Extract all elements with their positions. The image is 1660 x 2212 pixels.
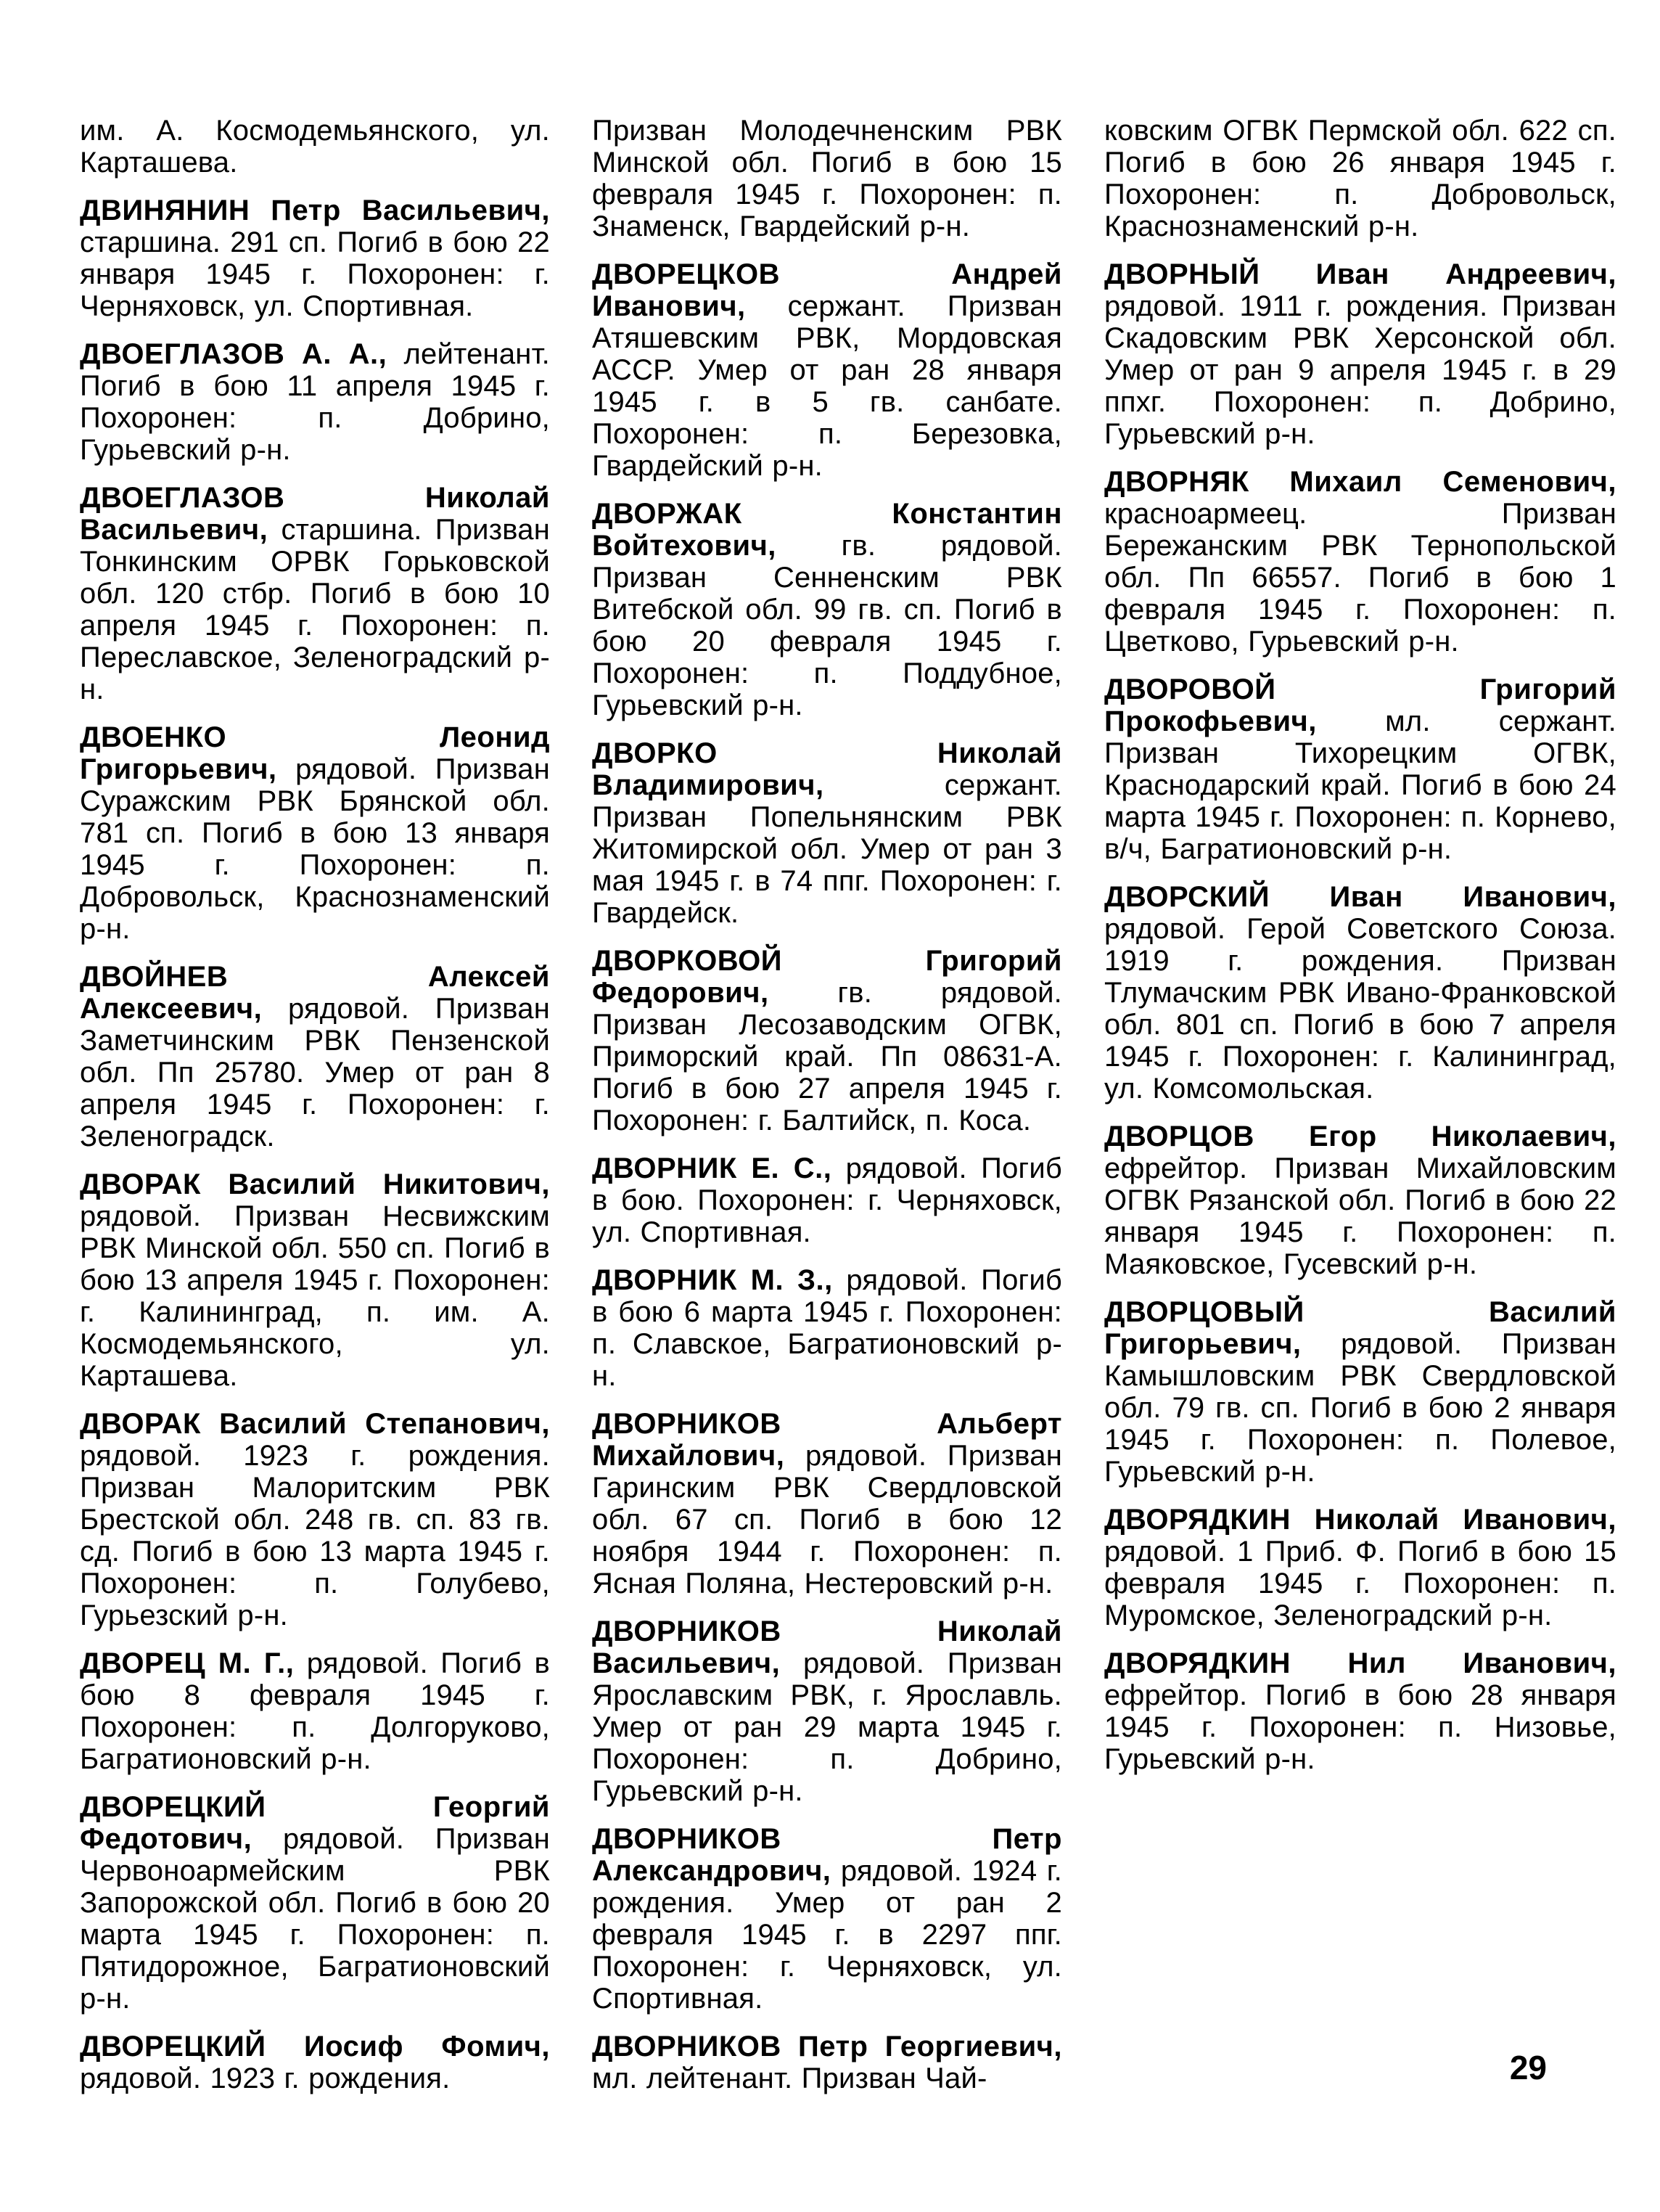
entry-surname-lead: ДВОРЕЦКИЙ Иосиф Фомич, [80,2031,550,2063]
entry-surname-lead: ДВОРЯДКИН Нил Иванович, [1104,1647,1616,1679]
entry-surname-lead: ДВОРНИК Е. С., [592,1152,832,1184]
memorial-entry: ДВОРКОВОЙ Григорий Федорович, гв. рядовой. Призван Лесозаводским ОГВК, Приморский край. Пп 08631-А. Погиб в бою 27 апреля 1945 г. Похоронен: г. Балтийск, п. Коса. [592,945,1062,1136]
page-number: 29 [1509,2049,1547,2086]
entry-surname-lead: ДВОРНИКОВ Петр Георгиевич, [592,2031,1062,2063]
entry-surname-lead: ДВОЕГЛАЗОВ Николай Васильевич, [80,482,550,546]
memorial-entry: ДВОРСКИЙ Иван Иванович, рядовой. Герой Советского Союза. 1919 г. рождения. Призван Тлумачским РВК Ивано-Франковской обл. 801 сп. Погиб в бою 7 апреля 1945 г. Похоронен: г. Калининград, ул. Комсомольская. [1104,881,1616,1105]
memorial-entry: ДВОРЕЦ М. Г., рядовой. Погиб в бою 8 февраля 1945 г. Похоронен: п. Долгоруково, Багратионовский р-н. [80,1647,550,1775]
memorial-entry: ДВОРЯДКИН Николай Иванович, рядовой. 1 Приб. Ф. Погиб в бою 15 февраля 1945 г. Похоронен: п. Муромское, Зеленоградский р-н. [1104,1504,1616,1631]
entry-surname-lead: ДВОРНИК М. З., [592,1264,833,1296]
memorial-entry: ДВОРАК Василий Никитович, рядовой. Призван Несвижским РВК Минской обл. 550 сп. Погиб в бою 13 апреля 1945 г. Похоронен: г. Калининград, п. им. А. Космодемьянского, ул. Карташева. [80,1168,550,1392]
entry-surname-lead: ДВОЕНКО Леонид Григорьевич, [80,721,550,785]
text-columns [80,115,1616,2110]
entry-surname-lead: ДВОРЕЦКИЙ Георгий Федотович, [80,1791,550,1855]
entry-surname-lead: ДВОРКО Николай Владимирович, [592,737,1062,801]
memorial-entry: ДВОРАК Василий Степанович, рядовой. 1923 г. рождения. Призван Малоритским РВК Брестской обл. 248 гв. сп. 83 гв. сд. Погиб в бою 13 марта 1945 г. Похоронен: п. Голубево, Гурьезский р-н. [80,1408,550,1631]
entry-surname-lead: ДВОРЦОВЫЙ Василий Григорьевич, [1104,1296,1616,1360]
entry-continuation: ковским ОГВК Пермской обл. 622 сп. Погиб в бою 26 января 1945 г. Похоронен: п. Добровольск, Краснознаменский р-н. [1104,115,1616,242]
entry-surname-lead: ДВОРАК Василий Степанович, [80,1408,550,1440]
entry-surname-lead: ДВОРЕЦ М. Г., [80,1647,295,1679]
memorial-entry: ДВОРЯДКИН Нил Иванович, ефрейтор. Погиб в бою 28 января 1945 г. Похоронен: п. Низовье, Гурьевский р-н. [1104,1647,1616,1775]
memorial-entry: ДВОРНИКОВ Петр Георгиевич, мл. лейтенант. Призван Чай- [592,2031,1062,2094]
entry-surname-lead: ДВИНЯНИН Петр Васильевич, [80,194,550,226]
memorial-entry: ДВОРЕЦКИЙ Георгий Федотович, рядовой. Призван Червоноармейским РВК Запорожской обл. Погиб в бою 20 марта 1945 г. Похоронен: п. Пятидорожное, Багратионовский р-н. [80,1791,550,2015]
memorial-column-1 [80,115,550,2110]
memorial-entry: ДВОРКО Николай Владимирович, сержант. Призван Попельнянским РВК Житомирской обл. Умер от ран 3 мая 1945 г. в 74 ппг. Похоронен: г. Гвардейск. [592,737,1062,929]
entry-continuation: им. А. Космодемьянского, ул. Карташева. [80,115,550,179]
memorial-entry: ДВИНЯНИН Петр Васильевич, старшина. 291 сп. Погиб в бою 22 января 1945 г. Похоронен: г. Черняховск, ул. Спортивная. [80,194,550,322]
entry-surname-lead: ДВОРНИКОВ Николай Васильевич, [592,1615,1062,1679]
memorial-entry: ДВОЕГЛАЗОВ Николай Васильевич, старшина. Призван Тонкинским ОРВК Горьковской обл. 120 стбр. Погиб в бою 10 апреля 1945 г. Похоронен: п. Переславское, Зеленоградский р-н. [80,482,550,705]
entry-surname-lead: ДВОРНИКОВ Петр Александрович, [592,1823,1062,1887]
memorial-entry: ДВОРНИКОВ Николай Васильевич, рядовой. Призван Ярославским РВК, г. Ярославль. Умер от ран 29 марта 1945 г. Похоронен: п. Добрино, Гурьевский р-н. [592,1615,1062,1807]
entry-surname-lead: ДВОРКОВОЙ Григорий Федорович, [592,945,1062,1009]
memorial-entry: ДВОРЕЦКИЙ Иосиф Фомич, рядовой. 1923 г. рождения. [80,2031,550,2094]
memorial-entry: ДВОЕГЛАЗОВ А. А., лейтенант. Погиб в бою 11 апреля 1945 г. Похоронен: п. Добрино, Гурьевский р-н. [80,338,550,466]
entry-surname-lead: ДВОРЯДКИН Николай Иванович, [1104,1504,1616,1536]
entry-surname-lead: ДВОЕГЛАЗОВ А. А., [80,338,387,370]
entry-surname-lead: ДВОРЖАК Константин Войтехович, [592,498,1062,562]
entry-surname-lead: ДВОРАК Василий Никитович, [80,1168,550,1200]
memorial-entry: ДВОРЕЦКОВ Андрей Иванович, сержант. Призван Атяшевским РВК, Мордовская АССР. Умер от ран 28 января 1945 г. в 5 гв. санбате. Похоронен: п. Березовка, Гвардейский р-н. [592,258,1062,482]
memorial-entry: ДВОРНЫЙ Иван Андреевич, рядовой. 1911 г. рождения. Призван Скадовским РВК Херсонской обл. Умер от ран 9 апреля 1945 г. в 29 ппхг. Похоронен: п. Добрино, Гурьевский р-н. [1104,258,1616,450]
memorial-entry: ДВОРЦОВЫЙ Василий Григорьевич, рядовой. Призван Камышловским РВК Свердловской обл. 79 гв. сп. Погиб в бою 2 января 1945 г. Похоронен: п. Полевое, Гурьевский р-н. [1104,1296,1616,1488]
entry-surname-lead: ДВОРНИКОВ Альберт Михайлович, [592,1408,1062,1472]
memorial-column-2 [592,115,1062,2110]
entry-surname-lead: ДВОЙНЕВ Алексей Алексеевич, [80,961,550,1025]
memorial-entry: ДВОРЦОВ Егор Николаевич, ефрейтор. Призван Михайловским ОГВК Рязанской обл. Погиб в бою 22 января 1945 г. Похоронен: п. Маяковское, Гусевский р-н. [1104,1121,1616,1280]
memorial-entry: ДВОРНИК М. З., рядовой. Погиб в бою 6 марта 1945 г. Похоронен: п. Славское, Багратионовский р-н. [592,1264,1062,1392]
memorial-entry: ДВОЙНЕВ Алексей Алексеевич, рядовой. Призван Заметчинским РВК Пензенской обл. Пп 25780. Умер от ран 8 апреля 1945 г. Похоронен: г. Зеленоградск. [80,961,550,1152]
entry-surname-lead: ДВОРНЯК Михаил Семенович, [1104,466,1616,498]
entry-surname-lead: ДВОРОВОЙ Григорий Прокофьевич, [1104,673,1616,737]
memorial-entry: ДВОЕНКО Леонид Григорьевич, рядовой. Призван Суражским РВК Брянской обл. 781 сп. Погиб в бою 13 января 1945 г. Похоронен: п. Добровольск, Краснознаменский р-н. [80,721,550,945]
memorial-column-3 [1104,115,1616,2110]
memorial-entry: ДВОРНЯК Михаил Семенович, красноармеец. Призван Бережанским РВК Тернопольской обл. Пп 66557. Погиб в бою 1 февраля 1945 г. Похоронен: п. Цветково, Гурьевский р-н. [1104,466,1616,658]
entry-surname-lead: ДВОРНЫЙ Иван Андреевич, [1104,258,1616,290]
memorial-entry: ДВОРНИКОВ Петр Александрович, рядовой. 1924 г. рождения. Умер от ран 2 февраля 1945 г. в 2297 ппг. Похоронен: г. Черняховск, ул. Спортивная. [592,1823,1062,2015]
memorial-entry: ДВОРОВОЙ Григорий Прокофьевич, мл. сержант. Призван Тихорецким ОГВК, Краснодарский край. Погиб в бою 24 марта 1945 г. Похоронен: п. Корнево, в/ч, Багратионовский р-н. [1104,673,1616,865]
entry-surname-lead: ДВОРЦОВ Егор Николаевич, [1104,1121,1616,1152]
entry-continuation: Призван Молодечненским РВК Минской обл. Погиб в бою 15 февраля 1945 г. Похоронен: п. Знаменск, Гвардейский р-н. [592,115,1062,242]
memorial-entry: ДВОРЖАК Константин Войтехович, гв. рядовой. Призван Сенненским РВК Витебской обл. 99 гв. сп. Погиб в бою 20 февраля 1945 г. Похоронен: п. Поддубное, Гурьевский р-н. [592,498,1062,721]
memorial-entry: ДВОРНИК Е. С., рядовой. Погиб в бою. Похоронен: г. Черняховск, ул. Спортивная. [592,1152,1062,1248]
memorial-entry: ДВОРНИКОВ Альберт Михайлович, рядовой. Призван Гаринским РВК Свердловской обл. 67 сп. Погиб в бою 12 ноября 1944 г. Похоронен: п. Ясная Поляна, Нестеровский р-н. [592,1408,1062,1599]
entry-surname-lead: ДВОРЕЦКОВ Андрей Иванович, [592,258,1062,322]
entry-surname-lead: ДВОРСКИЙ Иван Иванович, [1104,881,1616,913]
